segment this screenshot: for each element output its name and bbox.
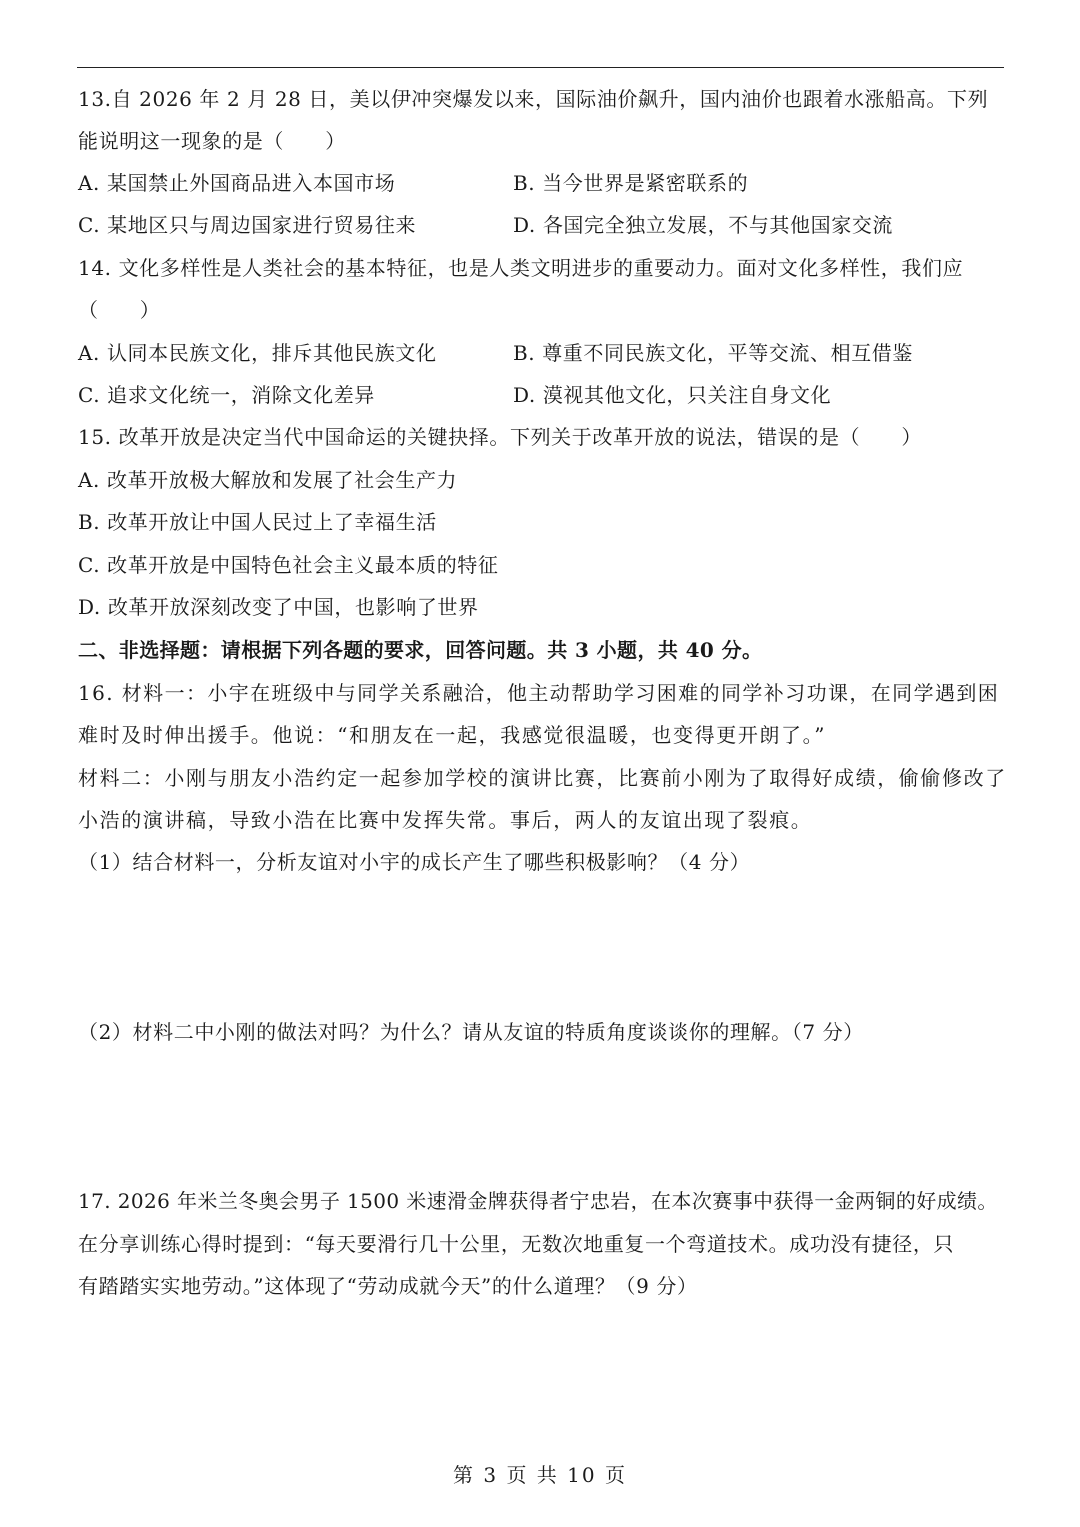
header-rule (77, 67, 1004, 68)
q13-option-d: D. 各国完全独立发展，不与其他国家交流 (513, 213, 894, 237)
q14-stem-line1: 14. 文化多样性是人类社会的基本特征，也是人类文明进步的重要动力。面对文化多样性，我们应 (78, 256, 964, 280)
q17-stem-line2: 在分享训练心得时提到：“每天要滑行几十公里，无数次地重复一个弯道技术。成功没有捷径，只 (78, 1232, 955, 1256)
q13-option-c: C. 某地区只与周边国家进行贸易往来 (78, 213, 417, 237)
q13-stem-line1: 13.自 2026 年 2 月 28 日，美以伊冲突爆发以来，国际油价飙升，国内油价也跟着水涨船高。下列 (78, 87, 989, 111)
q14-option-c: C. 追求文化统一，消除文化差异 (78, 383, 375, 407)
q13-option-b: B. 当今世界是紧密联系的 (513, 171, 749, 195)
q15-option-a: A. 改革开放极大解放和发展了社会生产力 (78, 468, 458, 492)
page-number: 第 3 页 共 10 页 (453, 1463, 627, 1487)
q17-stem-line3: 有踏踏实实地劳动。”这体现了“劳动成就今天”的什么道理？（9 分） (78, 1274, 698, 1298)
q14-option-a: A. 认同本民族文化，排斥其他民族文化 (78, 341, 437, 365)
q16-material1-line1: 16. 材料一：小宇在班级中与同学关系融洽，他主动帮助学习困难的同学补习功课，在同学遇到困 (78, 681, 1000, 705)
q16-subquestion-2: （2）材料二中小刚的做法对吗？为什么？请从友谊的特质角度谈谈你的理解。（7 分） (78, 1020, 864, 1044)
q14-stem-line2: （ ） (78, 298, 161, 322)
q16-subquestion-1: （1）结合材料一，分析友谊对小宇的成长产生了哪些积极影响？（4 分） (78, 850, 751, 874)
q16-material1-line2: 难时及时伸出援手。他说：“和朋友在一起，我感觉很温暖，也变得更开朗了。” (78, 723, 827, 747)
section2-heading: 二、非选择题：请根据下列各题的要求，回答问题。共 3 小题，共 40 分。 (78, 638, 763, 662)
q15-option-c: C. 改革开放是中国特色社会主义最本质的特征 (78, 553, 499, 577)
q14-option-b: B. 尊重不同民族文化，平等交流、相互借鉴 (513, 341, 914, 365)
q16-material2-line2: 小浩的演讲稿，导致小浩在比赛中发挥失常。事后，两人的友谊出现了裂痕。 (78, 808, 813, 832)
q15-option-d: D. 改革开放深刻改变了中国，也影响了世界 (78, 595, 479, 619)
q15-option-b: B. 改革开放让中国人民过上了幸福生活 (78, 510, 437, 534)
q13-stem-line2: 能说明这一现象的是（ ） (78, 129, 346, 153)
q15-stem: 15. 改革开放是决定当代中国命运的关键抉择。下列关于改革开放的说法，错误的是（ ） (78, 425, 922, 449)
q13-option-a: A. 某国禁止外国商品进入本国市场 (78, 171, 396, 195)
q16-material2-line1: 材料二：小刚与朋友小浩约定一起参加学校的演讲比赛，比赛前小刚为了取得好成绩，偷偷修改了 (78, 766, 1007, 790)
q14-option-d: D. 漠视其他文化，只关注自身文化 (513, 383, 832, 407)
q17-stem-line1: 17. 2026 年米兰冬奥会男子 1500 米速滑金牌获得者宁忠岩，在本次赛事中获得一金两铜的好成绩。 (78, 1189, 998, 1213)
